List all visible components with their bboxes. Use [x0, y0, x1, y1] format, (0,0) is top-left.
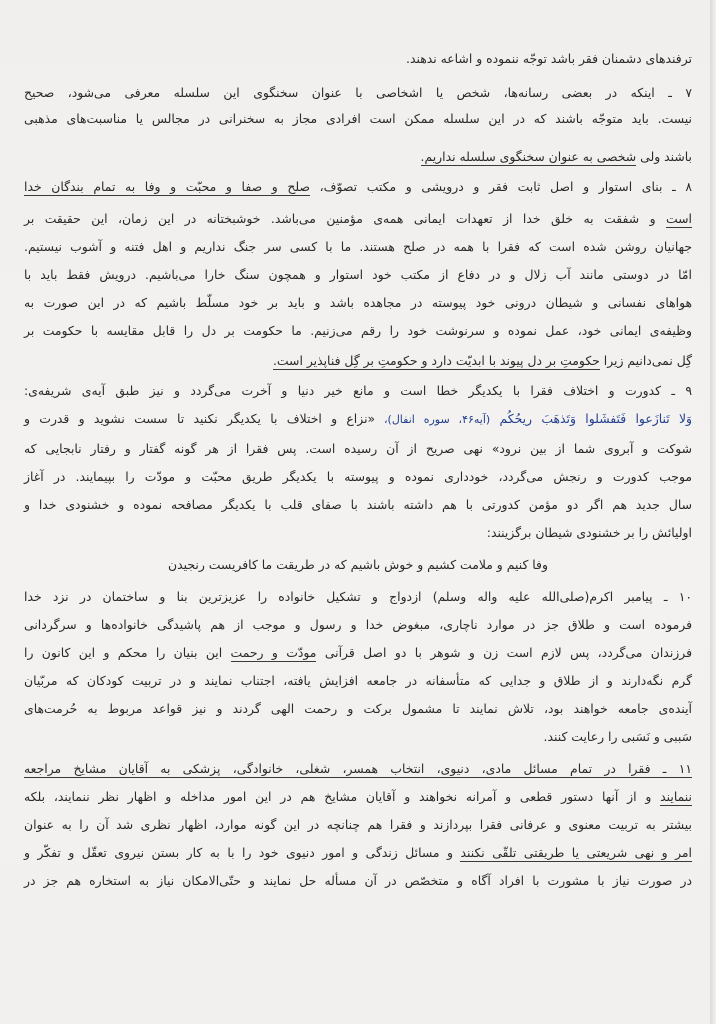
text-line-17: اولیائش را بر خشنودی شیطان برگزینند:	[486, 525, 692, 540]
text-line-16: سال جدید هم اگر دو مؤمن کدورتی با هم داشته باشند با صفای قلب با یکدیگر مصافحه نموده و خشنودی خدا و	[24, 497, 692, 512]
quran-reference: (آیه۴۶، سوره انفال)،	[375, 413, 491, 426]
text-line-5: ۸ ـ بنای استوار و اصل ثابت فقر و درویشی و مکتب تصوّف، صلح و صفا و محبّت و وفا به تمام بندگان خدا	[24, 179, 693, 194]
page-edge-shadow	[710, 0, 716, 1024]
quran-verse: وَلا تَنازَعوا فَتَفشَلوا وَتَذهَبَ ريحُكُم	[499, 411, 692, 426]
text-line-11: گِل نمی‌دانیم زیرا حکومتِ بر دل پیوند با ابدیّت دارد و حکومتِ بر گِل فناپذیر است.	[272, 353, 692, 368]
text-line-26: ننمایند و از آنها دستور قطعی و آمرانه نخواهند و آقایان مشایخ هم در این امور مداخله و اظهار نظر ننمایند، بلکه	[24, 789, 692, 804]
text-line-10: وظیفه‌ی ایمانی خود، عمل نموده و سرنوشت خود را رقم می‌زنیم. ما حکومت بر دل را قابل مقایسه با حکومت بر	[24, 323, 692, 338]
text-line-15: موجب کدورت و رنجش می‌گردد، خودداری نموده و پیوسته با یکدیگر طریق محبّت و مودّت را بپیمایند. در آغاز	[24, 469, 692, 484]
text-line-13: وَلا تَنازَعوا فَتَفشَلوا وَتَذهَبَ ريحُكُم (آیه۴۶، سوره انفال)، «نزاع و اختلاف با یکدیگر نکنید تا سست نشوید و قدرت و	[24, 411, 692, 426]
text-line-2: ۷ ـ اینکه در بعضی رسانه‌ها، شخص یا اشخاصی با عنوان سخنگوی این سلسله معرفی می‌شود، صحیح	[24, 85, 692, 100]
text-line-6: است و شفقت به خلق خدا از تعهدات ایمانی همه‌ی مؤمنین می‌باشد. خوشبختانه در این زمان، این حقیقت بر	[24, 211, 692, 226]
text-line-3: نیست. باید متوجّه باشند که در این سلسله ممکن است افرادی مجاز به سخنرانی در مجالس یا مناسبت‌های مذهبی	[24, 111, 692, 126]
text-line-22: گرم نگه‌دارند و از طلاق و جدایی که متأسفانه در جامعه افزایش یافته، اجتناب نمایند و در تربیت کودکان که مربّیان	[24, 673, 692, 688]
text-line-14: شوکت و آبروی شما از بین نرود» نهی صریح از آن رسیده است. پس فقرا از هر گونه گفتار و رفتار نابجایی که	[24, 441, 692, 456]
text-line-8: امّا در دوستی مانند آب زلال و در دفاع از مکتب خود استوار و همچون سنگ خارا می‌باشیم. درویش فقط باید با	[24, 267, 692, 282]
text-line-24: سَببی و نَسَبی را رعایت کنند.	[543, 729, 692, 744]
text-line-20: فرموده است و طلاق جز در موارد ناچاری، مبغوض خدا و رسول و موجب از هم پاشیدگی خانواده‌ها و سرگردانی	[24, 617, 692, 632]
poem-verse: وفا کنیم و ملامت کشیم و خوش باشیم که در طریقت ما کافریست رنجیدن	[168, 557, 548, 572]
text-line-4: باشند ولی شخصی به عنوان سخنگوی سلسله نداریم.	[420, 149, 692, 164]
text-line-1: ترفندهای دشمنان فقر باشد توجّه ننموده و اشاعه ندهند.	[406, 51, 692, 66]
text-line-23: آینده‌ی جامعه خواهند بود، تلاش نمایند تا مشمول برکت و رحمت الهی گردند و نیز قواعد مربوط به حُرمت‌های	[24, 701, 692, 716]
text-line-28: امر و نهی شریعتی یا طریقتی تلقّی نکنند و مسائل زندگی و امور دنیوی خود را با به کار بستن نیروی تعقّل و تفکّر و	[24, 845, 692, 860]
text-line-9: هواهای نفسانی و شیطان درونی خود پیوسته در مجاهده باشد و باید بر خود مسلّط باشیم که در این صورت به	[24, 295, 692, 310]
text-line-21: فرزندان می‌گردد، پس لازم است زن و شوهر با دو اصل قرآنی مودّت و رحمت این بنیان را محکم و این کانون را	[24, 645, 693, 660]
text-line-7: جهانیان روشن شده است که فقرا با همه در صلح هستند. ما با کسی سر جنگ نداریم و اهل فتنه و آشوب نیستیم.	[24, 239, 692, 254]
text-line-12: ۹ ـ کدورت و اختلاف فقرا با یکدیگر خطا است و مانع خیر دنیا و آخرت می‌گردد و نیز طبق آیه‌ی شریفه‌ی:	[24, 383, 692, 398]
text-line-29: در صورت نیاز با مشورت با افراد آگاه و متخصّص در آن مسأله حل نمایند و حتّی‌الامکان نیاز به استخاره هم جز در	[24, 873, 692, 888]
text-line-19: ۱۰ ـ پیامبر اکرم(صلی‌الله علیه واله وسلم) ازدواج و تشکیل خانواده را عزیزترین بنا و ساختمان در نزد خدا	[24, 589, 692, 604]
text-line-25: ۱۱ ـ فقرا در تمام مسائل مادی، دنیوی، انتخاب همسر، شغلی، خانوادگی، پزشکی به آقایان مشایخ مراجعه	[24, 761, 692, 776]
text-line-27: بیشتر به تربیت معنوی و عرفانی فقرا بپردازند و فقرا هم چنانچه در این گونه موارد، اظهار نظری شد آن را به عنوان	[24, 817, 692, 832]
